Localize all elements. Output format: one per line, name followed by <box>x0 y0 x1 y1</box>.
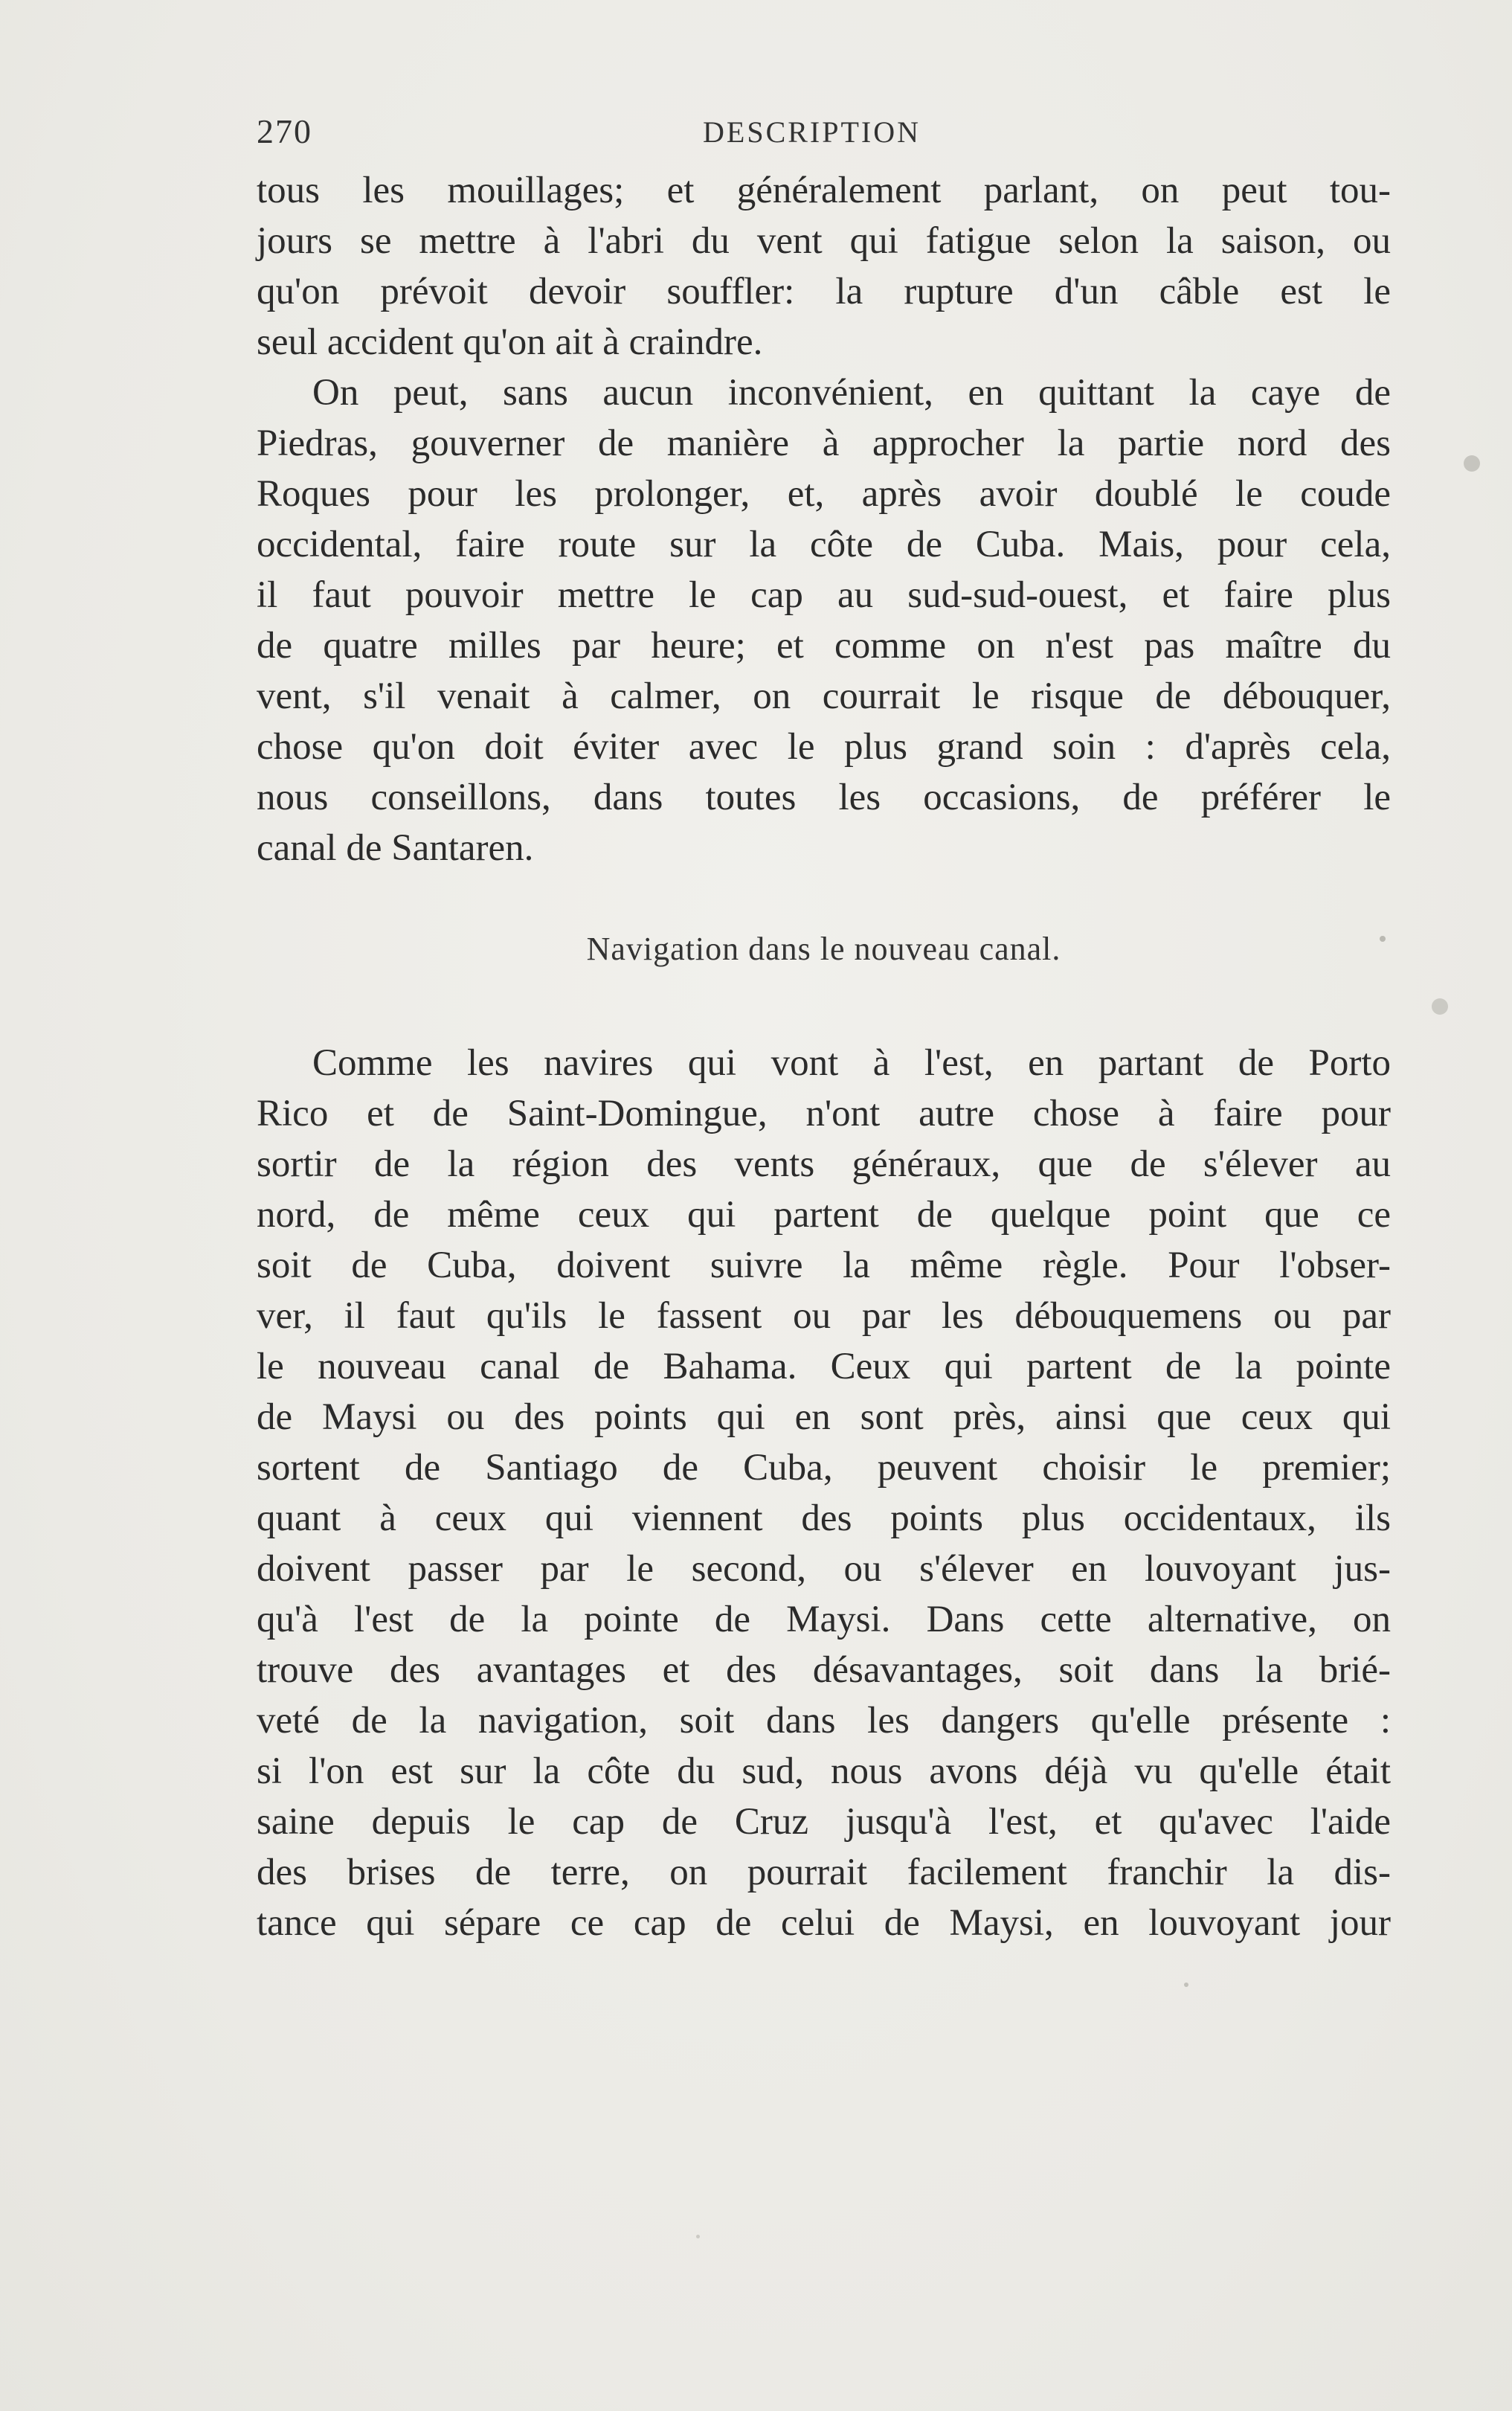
text-line: Roques pour les prolonger, et, après avoir doublé le coude <box>257 473 1391 515</box>
text-line: tance qui sépare ce cap de celui de Maysi, en louvoyant jour <box>257 1902 1391 1944</box>
text-line: Comme les navires qui vont à l'est, en partant de Porto <box>312 1042 1391 1084</box>
text-line: canal de Santaren. <box>257 827 534 869</box>
text-line: tous les mouillages; et généralement parlant, on peut tou- <box>257 170 1391 211</box>
text-line: nous conseillons, dans toutes les occasions, de préférer le <box>257 777 1391 818</box>
text-line: Rico et de Saint-Domingue, n'ont autre chose à faire pour <box>257 1093 1391 1134</box>
text-line: chose qu'on doit éviter avec le plus grand soin : d'après cela, <box>257 726 1391 768</box>
text-line: le nouveau canal de Bahama. Ceux qui partent de la pointe <box>257 1346 1391 1387</box>
text-line: jours se mettre à l'abri du vent qui fatigue selon la saison, ou <box>257 220 1391 262</box>
text-line: seul accident qu'on ait à craindre. <box>257 321 763 363</box>
paragraph <box>257 1038 1391 1948</box>
text-line: quant à ceux qui viennent des points plus occidentaux, ils <box>257 1497 1391 1539</box>
paragraph <box>257 165 1391 367</box>
text-line: de quatre milles par heure; et comme on n'est pas maître du <box>257 625 1391 667</box>
text-line: soit de Cuba, doivent suivre la même règle. Pour l'obser- <box>257 1245 1391 1286</box>
text-line: occidental, faire route sur la côte de Cuba. Mais, pour cela, <box>257 524 1391 565</box>
text-line: Piedras, gouverner de manière à approcher la partie nord des <box>257 423 1391 464</box>
running-head: DESCRIPTION <box>703 115 921 149</box>
text-line: de Maysi ou des points qui en sont près, ainsi que ceux qui <box>257 1396 1391 1438</box>
paper-speck <box>1432 998 1448 1015</box>
text-line: des brises de terre, on pourrait facilement franchir la dis- <box>257 1852 1391 1893</box>
text-line: ver, il faut qu'ils le fassent ou par les débouquemens ou par <box>257 1295 1391 1337</box>
text-line: qu'on prévoit devoir souffler: la rupture d'un câble est le <box>257 271 1391 312</box>
paper-speck <box>1464 455 1480 472</box>
body-text-top <box>257 165 1391 873</box>
text-line: vent, s'il venait à calmer, on courrait le risque de débouquer, <box>257 675 1391 717</box>
text-line: On peut, sans aucun inconvénient, en quittant la caye de <box>312 372 1391 414</box>
section-heading: Navigation dans le nouveau canal. <box>586 931 1061 967</box>
paragraph <box>257 367 1391 873</box>
page-number: 270 <box>257 112 312 150</box>
text-line: qu'à l'est de la pointe de Maysi. Dans cette alternative, on <box>257 1599 1391 1640</box>
text-line: veté de la navigation, soit dans les dangers qu'elle présente : <box>257 1700 1391 1741</box>
text-line: nord, de même ceux qui partent de quelque point que ce <box>257 1194 1391 1236</box>
text-line: trouve des avantages et des désavantages, soit dans la brié- <box>257 1649 1391 1691</box>
paper-speck <box>1380 936 1386 942</box>
text-line: sortir de la région des vents généraux, que de s'élever au <box>257 1143 1391 1185</box>
paper-speck <box>1184 1983 1188 1987</box>
text-line: il faut pouvoir mettre le cap au sud-sud-ouest, et faire plus <box>257 574 1391 616</box>
body-text-bottom <box>257 1038 1391 1948</box>
page-header <box>257 112 1391 156</box>
text-line: sortent de Santiago de Cuba, peuvent choisir le premier; <box>257 1447 1391 1489</box>
text-line: saine depuis le cap de Cruz jusqu'à l'est, et qu'avec l'aide <box>257 1801 1391 1843</box>
text-line: si l'on est sur la côte du sud, nous avons déjà vu qu'elle était <box>257 1750 1391 1792</box>
paper-speck <box>696 2235 700 2238</box>
text-line: doivent passer par le second, ou s'élever en louvoyant jus- <box>257 1548 1391 1590</box>
